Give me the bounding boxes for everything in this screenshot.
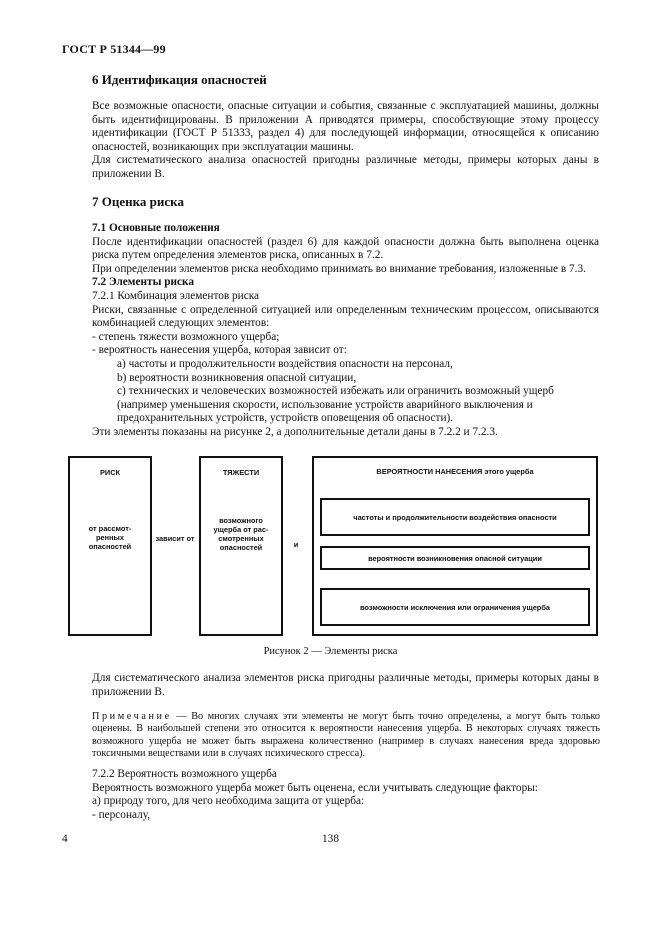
list-subitem: b) вероятности возникновения опасной ситуации, — [117, 371, 357, 384]
standard-header: ГОСТ Р 51344—99 — [62, 42, 166, 56]
note-label: Примечание — [92, 711, 172, 722]
section-7-1-paragraph-2: При определении элементов риска необходимо принимать во внимание требования, изложенные в 7.3. — [92, 262, 586, 275]
section-7-2-title: 7.2 Элементы риска — [92, 276, 195, 289]
probability-item-2-label: вероятности возникновения опасной ситуации — [368, 553, 542, 563]
section-7-2-2-title: 7.2.2 Вероятность возможного ущерба — [92, 768, 277, 780]
list-item: - степень тяжести возможного ущерба; — [92, 330, 280, 343]
severity-box-body: возможного ущерба от рас-смотренных опасностей — [213, 516, 269, 552]
severity-box — [199, 456, 283, 636]
section-7-body — [92, 222, 599, 440]
analysis-methods-paragraph: Для систематического анализа элементов риска пригодны различные методы, примеры которых даны в приложении В. — [92, 672, 599, 698]
probability-item-3-label: возможности исключения или ограничения ущерба — [359, 602, 550, 612]
note-block — [92, 711, 600, 761]
and-label: и — [293, 540, 299, 549]
list-item: - вероятность нанесения ущерба, которая зависит от: — [92, 344, 347, 357]
list-subitem-continuation: (например уменьшения скорости, использование устройств аварийного выключения и — [117, 398, 533, 411]
probability-box-title: ВЕРОЯТНОСТИ НАНЕСЕНИЯ этого ущерба — [376, 467, 534, 476]
list-subitem-continuation: предохранительных устройств, устройств оповещения об опасности). — [117, 412, 454, 425]
probability-item-1-label: частоты и продолжительности воздействия опасности — [353, 512, 557, 522]
list-item: a) природу того, для чего необходима защита от ущерба: — [92, 795, 365, 808]
section-6-body — [92, 100, 599, 182]
risk-box-title: РИСК — [99, 468, 121, 477]
list-subitem: c) технических и человеческих возможностей избежать или ограничить возможный ущерб — [117, 385, 554, 398]
risk-box-body: от рассмот-ренных опасностей — [88, 524, 132, 551]
note-text: — Во многих случаях эти элементы не могут быть точно определены, а могут быть только оценены. В наибольшей степени это относится к вероятности нанесения ущерба. В некоторых случаях тяжесть возможного ущерба не может быть выражена количественно (например в случаях нанесения вреда здоровью токсичными веществами или в случаях психического стресса). — [92, 711, 600, 760]
severity-box-title: ТЯЖЕСТИ — [222, 468, 260, 477]
probability-item-1 — [320, 498, 590, 536]
list-subitem: a) частоты и продолжительности воздействия опасности на персонал, — [117, 357, 453, 370]
section-7-2-1-title: 7.2.1 Комбинация элементов риска — [92, 289, 260, 302]
after-figure-paragraph — [92, 672, 599, 699]
section-7-title: 7 Оценка риска — [92, 194, 184, 209]
section-7-1-title: 7.1 Основные положения — [92, 222, 220, 234]
section-6-paragraph-1: Все возможные опасности, опасные ситуации и события, связанные с эксплуатацией машины, должны быть идентифицированы. В приложении А приводятся примеры, способствующие этому процессу идентификации (ГОСТ Р 51333, раздел 4) для последующей информации, относящейся к описанию опасностей, возникающих при эксплуатации машины. — [92, 100, 599, 153]
section-7-1-paragraph-1: После идентификации опасностей (раздел 6) для каждой опасности должна быть выполнена оценка риска путем определения элементов риска, описанных в 7.2. — [92, 235, 599, 262]
section-7-2-1-paragraph-1: Риски, связанные с определенной ситуацией или определенным техническим процессом, описываются комбинацией следующих элементов: — [92, 303, 599, 330]
section-6-title: 6 Идентификация опасностей — [92, 72, 267, 87]
figure-2-diagram — [68, 456, 598, 636]
section-7-2-1-after-list: Эти элементы показаны на рисунке 2, а дополнительные детали даны в 7.2.2 и 7.2.3. — [92, 425, 498, 438]
section-6-paragraph-2: Для систематического анализа опасностей пригодны различные методы, примеры которых даны в приложении В. — [92, 154, 599, 180]
depends-on-label: зависит от — [155, 534, 195, 543]
probability-item-3 — [320, 588, 590, 626]
probability-box — [312, 456, 598, 636]
probability-item-2 — [320, 546, 590, 570]
figure-2-caption: Рисунок 2 — Элементы риска — [263, 646, 398, 657]
page-number-center: 138 — [322, 833, 339, 845]
risk-box — [68, 456, 152, 636]
list-item: - персоналу, — [92, 808, 151, 821]
page-number-left: 4 — [62, 833, 68, 845]
section-7-2-2-paragraph-1: Вероятность возможного ущерба может быть оценена, если учитывать следующие факторы: — [92, 781, 538, 794]
section-7-2-2 — [92, 768, 599, 822]
